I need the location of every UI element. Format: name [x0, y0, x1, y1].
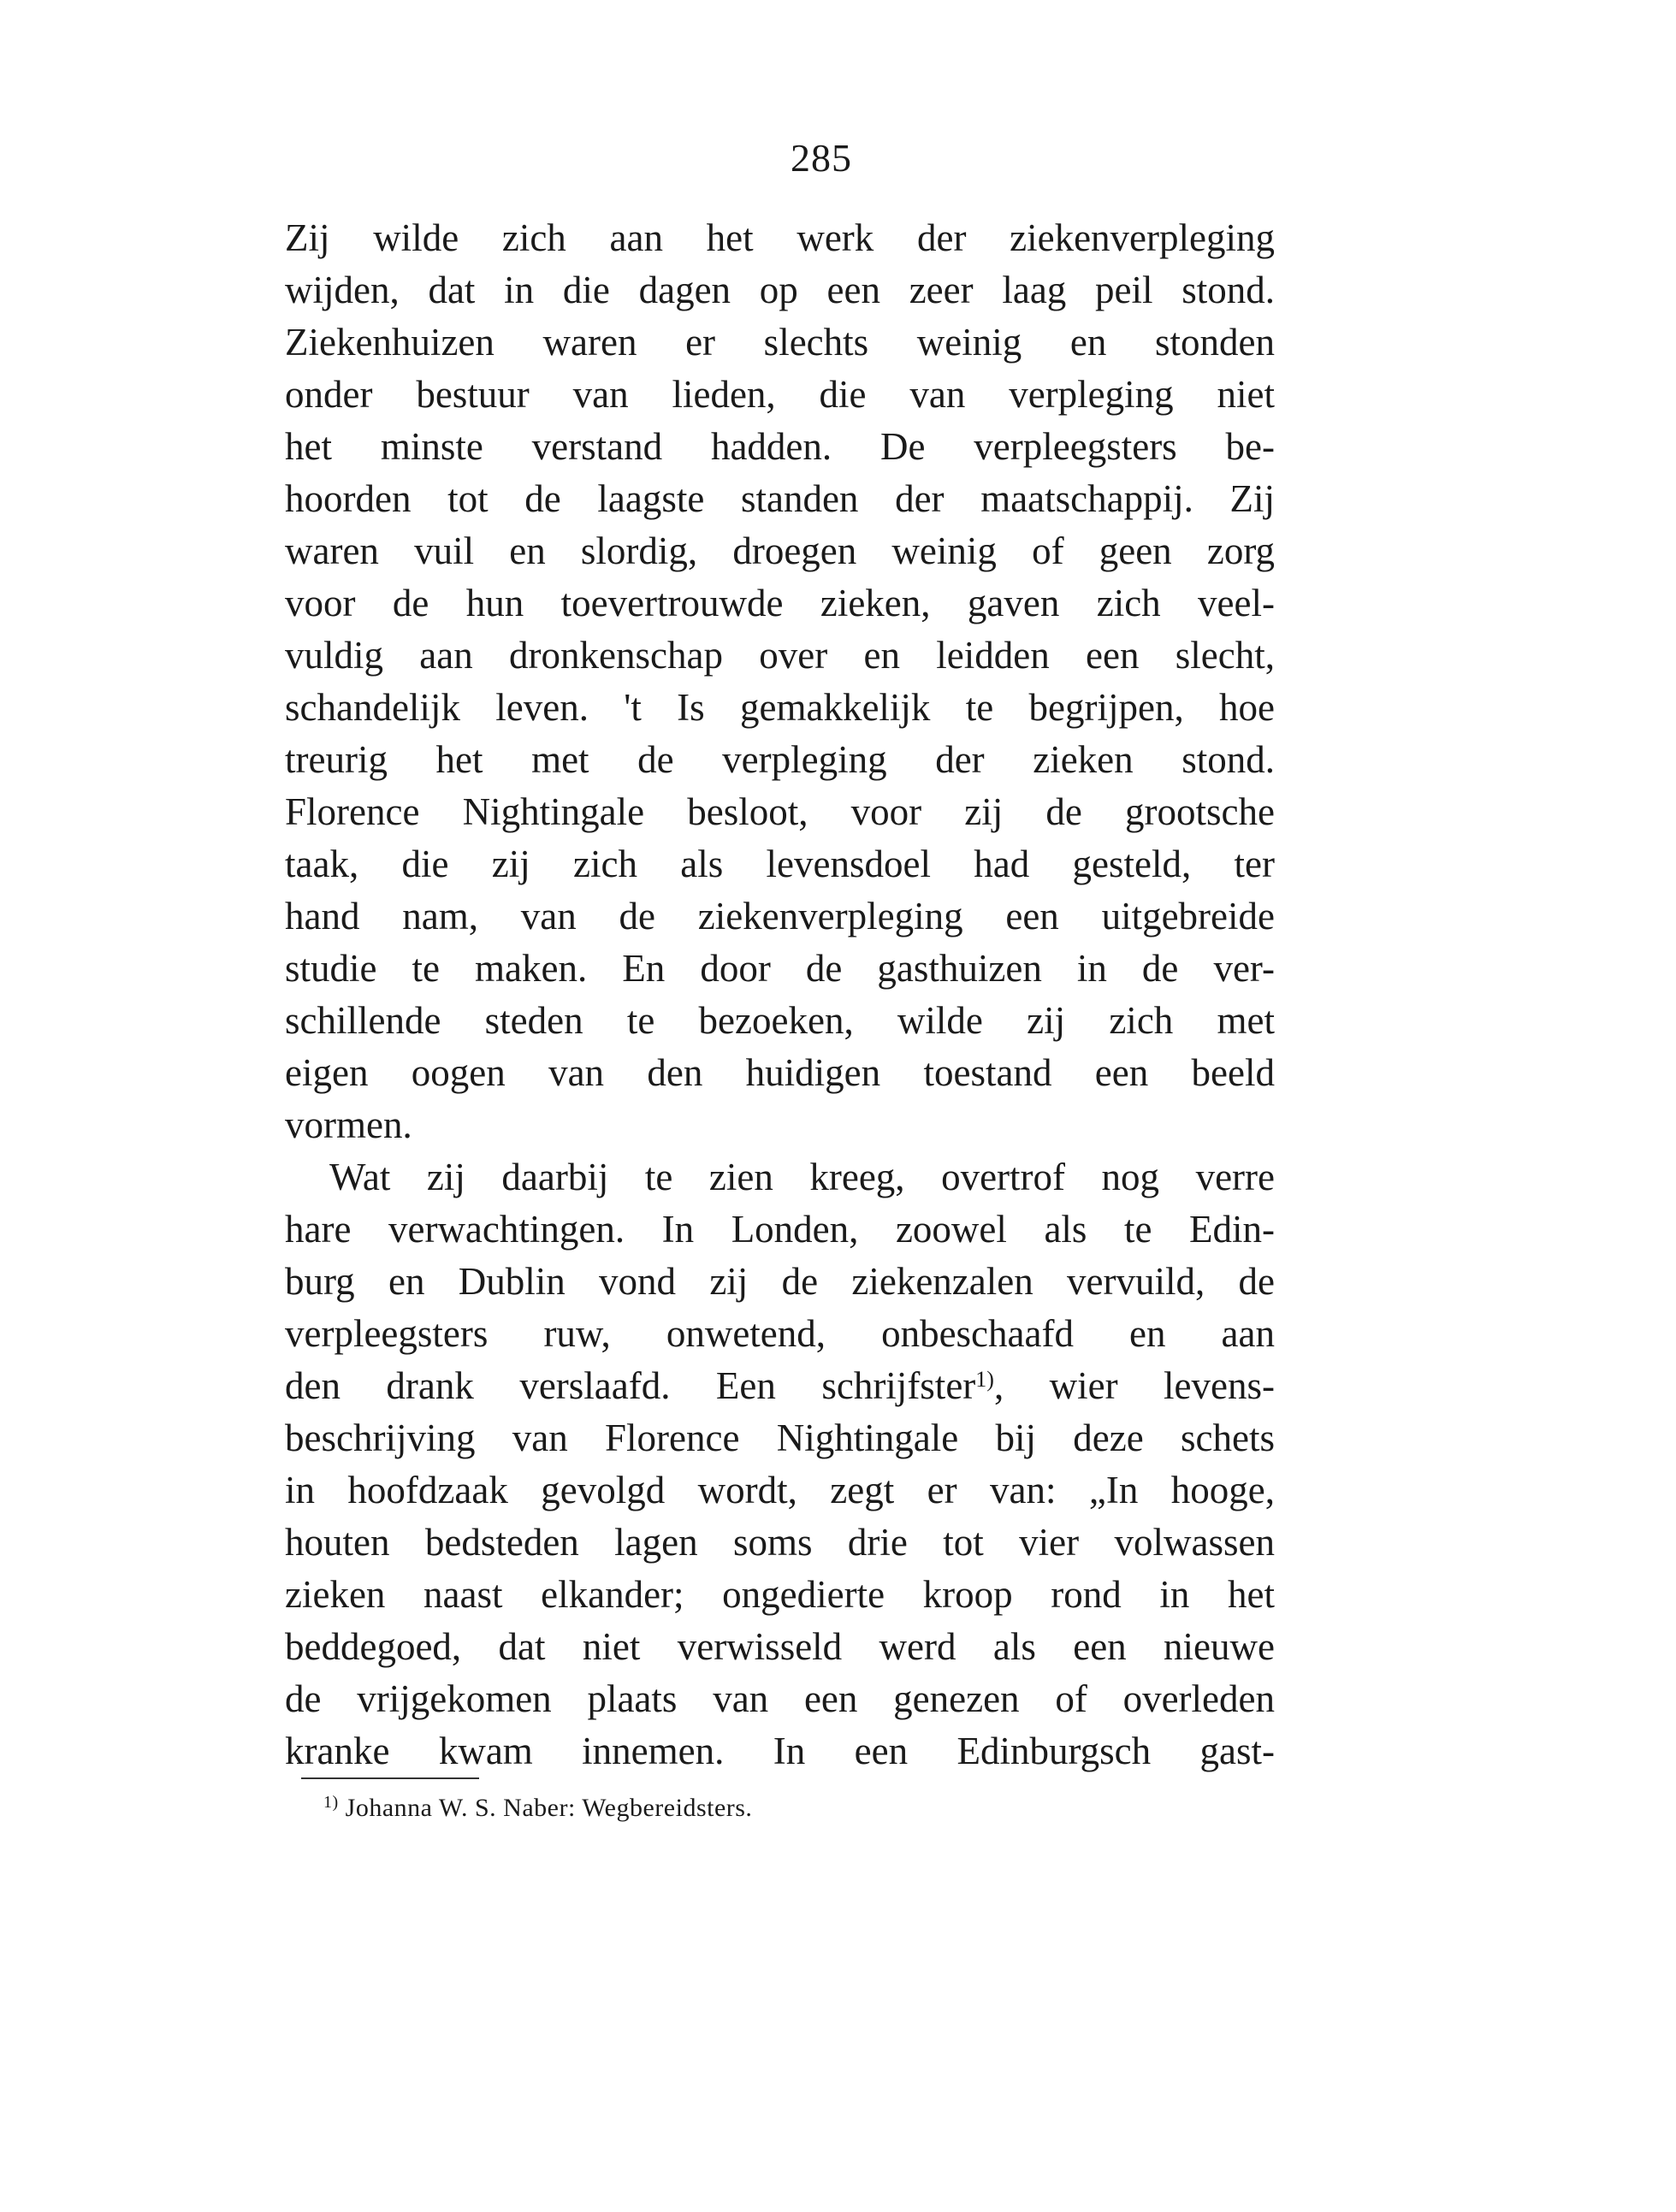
text-line: schillende steden te bezoeken, wilde zij zich met [285, 999, 1275, 1042]
text-line: de vrijgekomen plaats van een genezen of overleden [285, 1677, 1275, 1720]
text-line: Zij wilde zich aan het werk der ziekenverpleging [285, 216, 1275, 259]
text-line: het minste verstand hadden. De verpleegsters be- [285, 425, 1275, 468]
footnote-number: 1) [323, 1793, 339, 1812]
text-line: treurig het met de verpleging der zieken stond. [285, 738, 1275, 781]
text-line: vuldig aan dronkenschap over en leidden een slecht, [285, 634, 1275, 677]
page-number: 285 [791, 136, 852, 180]
line-text-after: , wier levens- [993, 1364, 1276, 1407]
text-line: hoorden tot de laagste standen der maatschappij. Zij [285, 477, 1275, 520]
line-text-before: den drank verslaafd. Een schrijfster [285, 1364, 976, 1407]
body-text [285, 212, 1275, 1777]
text-line: in hoofdzaak gevolgd wordt, zegt er van: „In hooge, [285, 1469, 1275, 1511]
text-line: taak, die zij zich als levensdoel had gesteld, ter [285, 843, 1275, 885]
text-line: verpleegsters ruw, onwetend, onbeschaafd en aan [285, 1312, 1275, 1355]
text-line: voor de hun toevertrouwde zieken, gaven zich veel- [285, 582, 1275, 624]
text-line: beschrijving van Florence Nightingale bij deze schets [285, 1417, 1275, 1459]
text-line: kranke kwam innemen. In een Edinburgsch gast- [285, 1730, 1275, 1772]
text-line: vormen. [285, 1103, 412, 1146]
text-line: eigen oogen van den huidigen toestand een beeld [285, 1051, 1275, 1094]
text-line: beddegoed, dat niet verwisseld werd als een nieuwe [285, 1625, 1275, 1668]
text-line: Ziekenhuizen waren er slechts weinig en stonden [285, 321, 1275, 364]
text-line: Florence Nightingale besloot, voor zij de grootsche [285, 790, 1275, 833]
text-line: houten bedsteden lagen soms drie tot vier volwassen [285, 1521, 1275, 1564]
text-line: schandelijk leven. 't Is gemakkelijk te begrijpen, hoe [285, 686, 1275, 729]
text-line: waren vuil en slordig, droegen weinig of geen zorg [285, 529, 1275, 572]
text-line: Wat zij daarbij te zien kreeg, overtrof nog verre [329, 1156, 1275, 1198]
text-line: burg en Dublin vond zij de ziekenzalen vervuild, de [285, 1260, 1275, 1303]
footnote-divider [301, 1777, 479, 1779]
text-line: studie te maken. En door de gasthuizen in de ver- [285, 947, 1275, 990]
text-line: onder bestuur van lieden, die van verpleging niet [285, 373, 1275, 416]
footnote-reference: 1) [975, 1367, 994, 1392]
footnote [323, 1791, 752, 1825]
text-line: zieken naast elkander; ongedierte kroop rond in het [285, 1573, 1275, 1616]
footnote-text: Johanna W. S. Naber: Wegbereidsters. [345, 1794, 753, 1822]
text-line: wijden, dat in die dagen op een zeer laag peil stond. [285, 269, 1275, 311]
text-line: hand nam, van de ziekenverpleging een uitgebreide [285, 895, 1275, 937]
text-line: hare verwachtingen. In Londen, zoowel als te Edin- [285, 1208, 1275, 1251]
text-line-with-footnote-ref [285, 1360, 1275, 1412]
